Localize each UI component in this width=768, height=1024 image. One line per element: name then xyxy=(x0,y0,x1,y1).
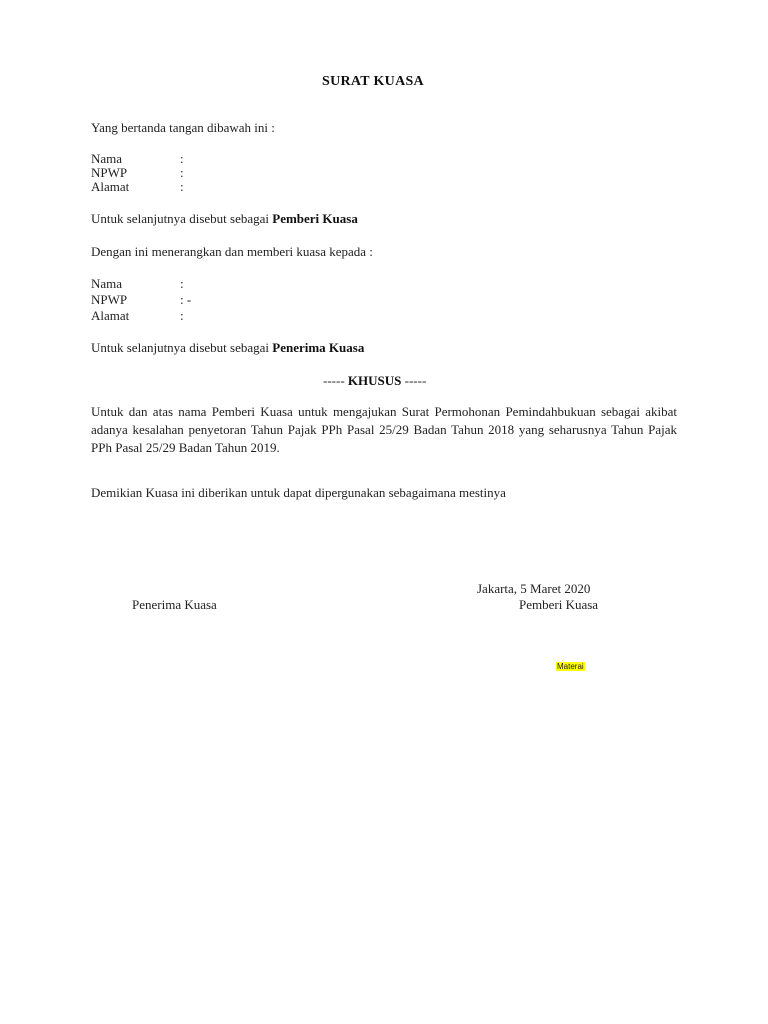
grantor-term: Pemberi Kuasa xyxy=(272,211,358,226)
grantor-name-label: Nama xyxy=(91,151,123,166)
grantee-designation xyxy=(91,341,364,355)
special-heading xyxy=(323,374,426,388)
grantee-npwp-value: : - xyxy=(180,292,192,307)
special-heading-word: KHUSUS xyxy=(347,373,402,388)
grantor-name-value: : xyxy=(180,151,184,166)
grantor-address-label: Alamat xyxy=(91,179,130,194)
grantee-term: Penerima Kuasa xyxy=(272,340,365,355)
grantor-npwp-label: NPWP xyxy=(91,165,128,180)
signature-grantor-label: Pemberi Kuasa xyxy=(519,597,599,612)
intro-text: Yang bertanda tangan dibawah ini : xyxy=(91,120,275,135)
grantor-npwp-value: : xyxy=(180,165,184,180)
special-heading-left: ----- xyxy=(323,373,348,388)
special-heading-right: ----- xyxy=(401,373,427,388)
document-title: SURAT KUASA xyxy=(322,74,424,89)
grantee-name-label: Nama xyxy=(91,276,123,291)
grantee-address-label: Alamat xyxy=(91,308,130,323)
grantee-npwp-label: NPWP xyxy=(91,292,128,307)
grantee-name-value: : xyxy=(180,276,184,291)
signature-grantee-label: Penerima Kuasa xyxy=(132,597,217,612)
place-date: Jakarta, 5 Maret 2020 xyxy=(477,581,591,596)
grantor-designation-prefix: Untuk selanjutnya disebut sebagai xyxy=(91,211,273,226)
grantee-address-value: : xyxy=(180,308,184,323)
grant-statement: Dengan ini menerangkan dan memberi kuasa kepada : xyxy=(91,244,373,259)
grantor-designation xyxy=(91,212,358,226)
closing-statement: Demikian Kuasa ini diberikan untuk dapat dipergunakan sebagaimana mestinya xyxy=(91,485,506,500)
purpose-paragraph: Untuk dan atas nama Pemberi Kuasa untuk mengajukan Surat Permohonan Pemindahbukuan sebagai akibat adanya kesalahan penyetoran Tahun Pajak PPh Pasal 25/29 Badan Tahun 2018 yang seharusnya Tahun Pajak PPh Pasal 25/29 Badan Tahun 2019. xyxy=(91,404,677,455)
stamp-duty-note: Materai xyxy=(557,662,584,671)
grantor-address-value: : xyxy=(180,179,184,194)
grantee-designation-prefix: Untuk selanjutnya disebut sebagai xyxy=(91,340,273,355)
